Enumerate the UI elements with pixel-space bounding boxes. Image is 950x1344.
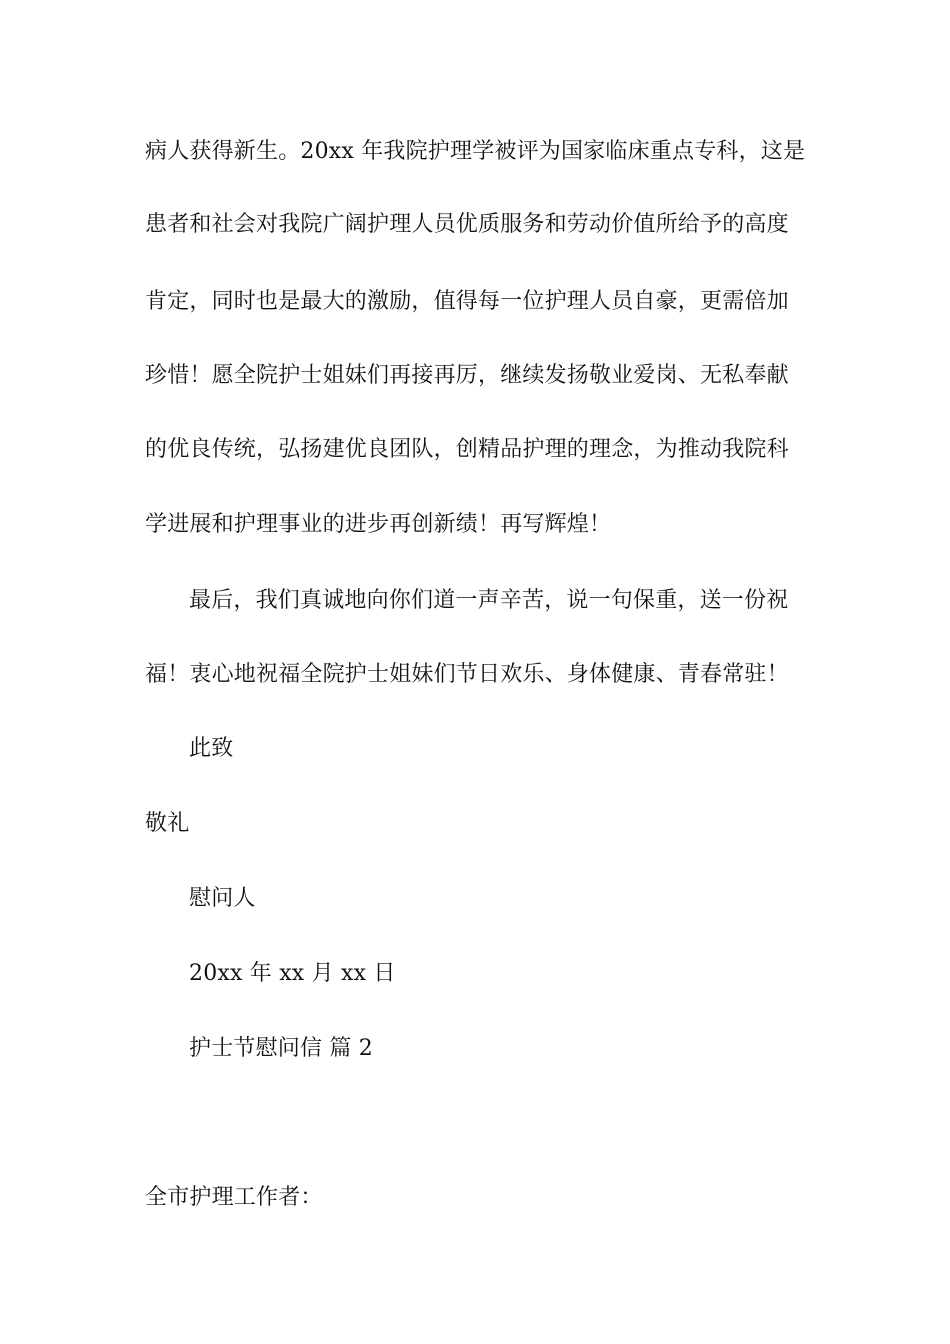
body-text-line: 病人获得新生。20xx 年我院护理学被评为国家临床重点专科，这是 xyxy=(145,139,806,164)
body-text-line: 学进展和护理事业的进步再创新绩！再写辉煌！ xyxy=(145,512,612,537)
body-text-line: 的优良传统，弘扬建优良团队，创精品护理的理念，为推动我院科 xyxy=(145,437,789,462)
body-text-line: 最后，我们真诚地向你们道一声辛苦，说一句保重，送一份祝 xyxy=(189,588,789,613)
body-text-line: 福！衷心地祝福全院护士姐妹们节日欢乐、身体健康、青春常驻！ xyxy=(145,662,789,687)
section-title: 护士节慰问信 篇 2 xyxy=(189,1036,373,1061)
body-text-line: 患者和社会对我院广阔护理人员优质服务和劳动价值所给予的高度 xyxy=(145,212,789,237)
body-text-line: 珍惜！愿全院护士姐妹们再接再厉，继续发扬敬业爱岗、无私奉献 xyxy=(145,363,789,388)
closing-line: 敬礼 xyxy=(145,811,190,836)
date-line: 20xx 年 xx 月 xx 日 xyxy=(189,961,396,986)
closing-line: 此致 xyxy=(189,736,234,761)
salutation-line: 全市护理工作者： xyxy=(145,1185,323,1210)
signature-line: 慰问人 xyxy=(189,886,256,911)
body-text-line: 肯定，同时也是最大的激励，值得每一位护理人员自豪，更需倍加 xyxy=(145,289,789,314)
